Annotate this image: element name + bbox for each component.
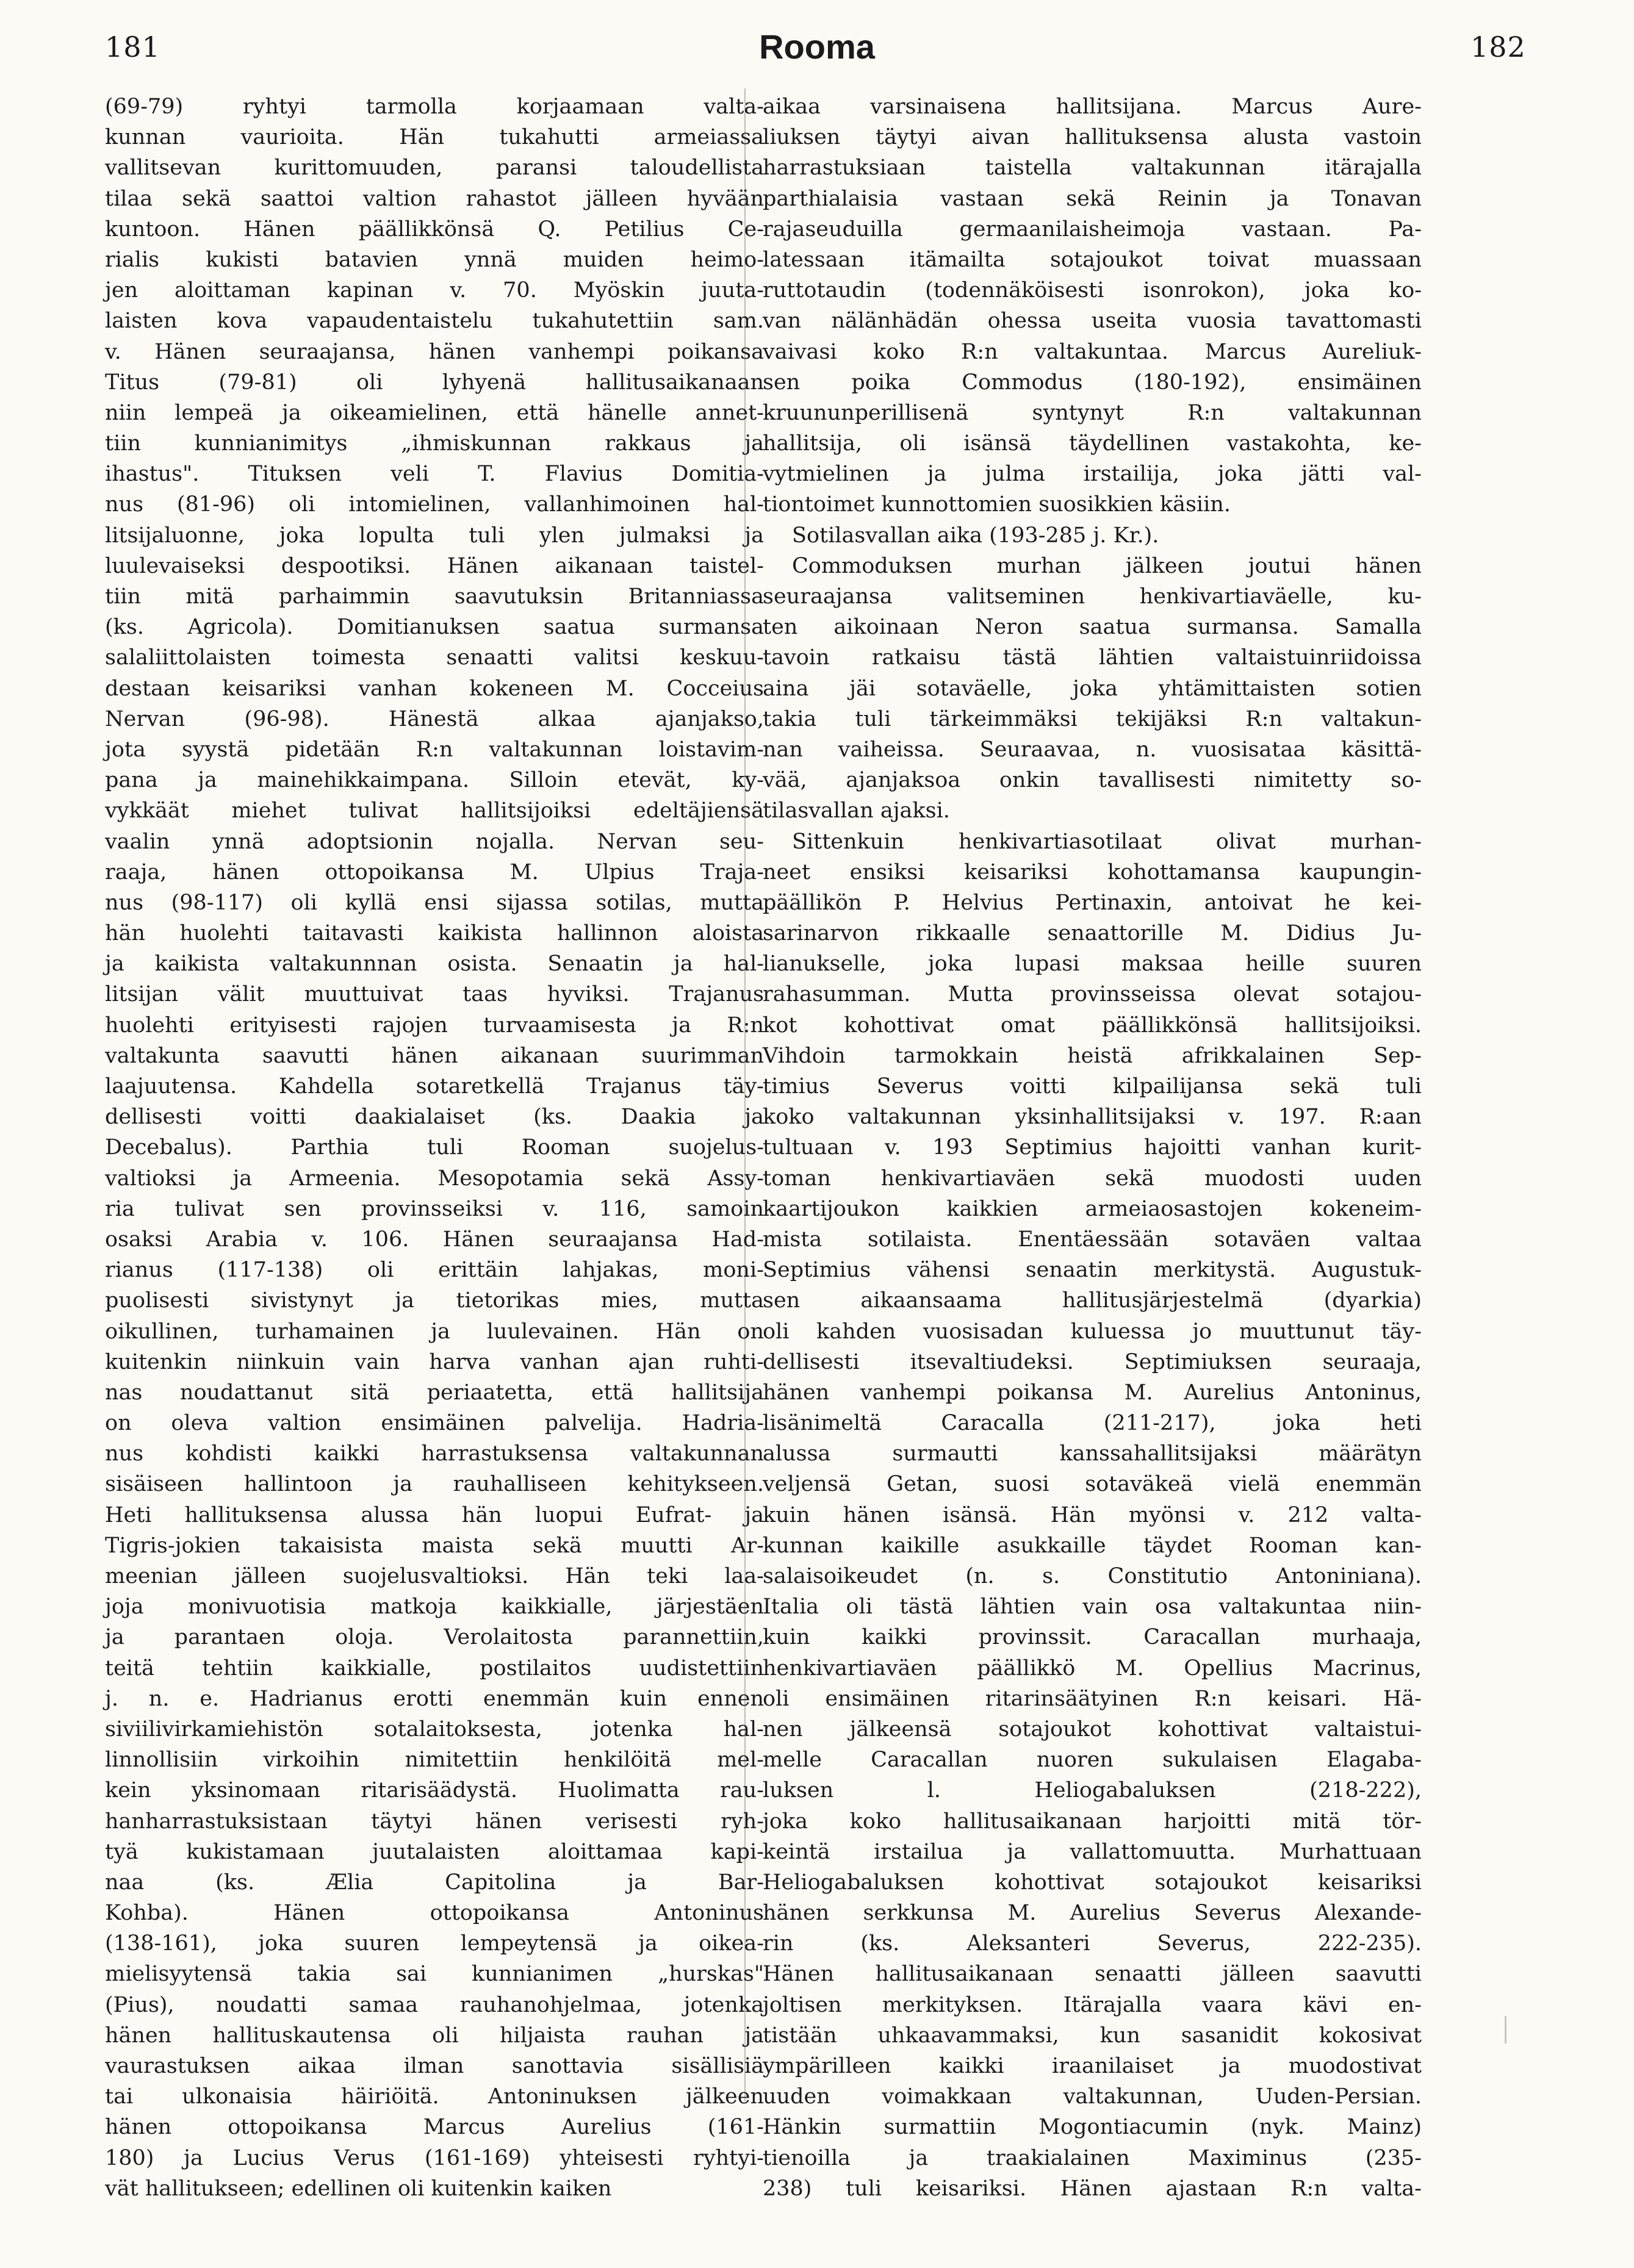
text-line: van nälänhädän ohessa useita vuosia tavattomasti bbox=[763, 309, 1422, 334]
text-line: valtakunta saavutti hänen aikanaan suurimman bbox=[105, 1043, 764, 1068]
page-number-right: 182 bbox=[1470, 31, 1526, 63]
text-line: oikullinen, turhamainen ja luulevainen. Hän on bbox=[105, 1319, 764, 1344]
text-line: ihastus". Tituksen veli T. Flavius Domitia- bbox=[105, 462, 764, 487]
text-line: hallitsija, oli isänsä täydellinen vastakohta, ke- bbox=[763, 431, 1422, 456]
text-line: luulevaiseksi despootiksi. Hänen aikanaan taistel- bbox=[105, 553, 764, 578]
text-line: nas noudattanut sitä periaatetta, että hallitsija bbox=[105, 1380, 764, 1405]
text-line: salaliittolaisten toimesta senaatti valitsi keskuu- bbox=[105, 645, 764, 670]
text-line: Hänkin surmattiin Mogontiacumin (nyk. Mainz) bbox=[763, 2115, 1422, 2140]
text-line: sen poika Commodus (180-192), ensimäinen bbox=[763, 370, 1422, 395]
text-line: ruttotaudin (todennäköisesti isonrokon), joka ko- bbox=[763, 278, 1422, 303]
text-line: kuin hänen isänsä. Hän myönsi v. 212 valta- bbox=[763, 1502, 1422, 1527]
text-line: nus kohdisti kaikki harrastuksensa valtakunnan bbox=[105, 1441, 764, 1466]
text-line: tistään uhkaavammaksi, kun sasanidit kokosivat bbox=[763, 2023, 1422, 2048]
text-line: aikaa varsinaisena hallitsijana. Marcus Aure- bbox=[763, 95, 1422, 119]
text-line: keintä irstailua ja vallattomuutta. Murhattuaan bbox=[763, 1839, 1422, 1864]
text-line: kot kohottivat omat päällikkönsä hallitsijoiksi. bbox=[763, 1013, 1422, 1038]
margin-mark bbox=[1505, 2016, 1506, 2044]
text-line: toman henkivartiaväen sekä muodosti uuden bbox=[763, 1166, 1422, 1191]
text-line: rialis kukisti batavien ynnä muiden heimo- bbox=[105, 247, 764, 272]
text-line: oli kahden vuosisadan kuluessa jo muuttunut täy- bbox=[763, 1319, 1422, 1344]
text-line: tilaa sekä saattoi valtion rahastot jälleen hyvään bbox=[105, 186, 764, 211]
text-line: laajuutensa. Kahdella sotaretkellä Trajanus täy- bbox=[105, 1074, 764, 1099]
text-line: tultuaan v. 193 Septimius hajoitti vanhan kurit- bbox=[763, 1135, 1422, 1160]
text-line: litsijaluonne, joka lopulta tuli ylen julmaksi ja bbox=[105, 523, 764, 548]
page-header bbox=[0, 24, 1634, 92]
text-line: ria tulivat sen provinsseiksi v. 116, samoin bbox=[105, 1196, 764, 1221]
text-line: mielisyytensä takia sai kunnianimen „hurskas" bbox=[105, 1962, 764, 1987]
text-line: vaurastuksen aikaa ilman sanottavia sisällisiä bbox=[105, 2054, 764, 2078]
text-line: vykkäät miehet tulivat hallitsijoiksi edeltäjiensä bbox=[105, 798, 764, 824]
text-line: mista sotilaista. Enentäessään sotaväen valtaa bbox=[763, 1227, 1422, 1252]
text-line: liuksen täytyi aivan hallituksensa alusta vastoin bbox=[763, 125, 1422, 150]
text-line: Sittenkuin henkivartiasotilaat olivat murhan- bbox=[792, 829, 1422, 854]
text-line: j. n. e. Hadrianus erotti enemmän kuin ennen bbox=[105, 1686, 764, 1711]
text-line: kuin kaikki provinssit. Caracallan murhaaja, bbox=[763, 1625, 1422, 1650]
text-line: puolisesti sivistynyt ja tietorikas mies, mutta bbox=[105, 1288, 764, 1313]
text-line: seuraajansa valitseminen henkivartiaväelle, ku- bbox=[763, 584, 1422, 609]
text-line: kuitenkin niinkuin vain harva vanhan ajan ruhti- bbox=[105, 1349, 764, 1374]
text-line: nus (98-117) oli kyllä ensi sijassa sotilas, mutta bbox=[105, 890, 764, 915]
text-line: Septimius vähensi senaatin merkitystä. Augustuk- bbox=[763, 1258, 1422, 1283]
text-line: sisäiseen hallintoon ja rauhalliseen kehitykseen. bbox=[105, 1472, 764, 1497]
text-line: 180) ja Lucius Verus (161-169) yhteisesti ryhtyi- bbox=[105, 2145, 764, 2170]
text-line: rahasumman. Mutta provinsseissa olevat sotajou- bbox=[763, 982, 1422, 1007]
text-line: Decebalus). Parthia tuli Rooman suojelus- bbox=[105, 1135, 764, 1160]
text-line: teitä tehtiin kaikkialle, postilaitos uudistettiin bbox=[105, 1656, 764, 1681]
text-line: harrastuksiaan taistella valtakunnan itärajalla bbox=[763, 156, 1422, 181]
text-line: alussa surmautti kanssahallitsijaksi määrätyn bbox=[763, 1441, 1422, 1466]
text-line: laisten kova vapaudentaistelu tukahutettiin sam. bbox=[105, 309, 764, 334]
text-line: (138-161), joka suuren lempeytensä ja oikea- bbox=[105, 1931, 764, 1956]
text-line: takia tuli tärkeimmäksi tekijäksi R:n valtakun- bbox=[763, 706, 1422, 731]
text-line: uuden voimakkaan valtakunnan, Uuden-Persian. bbox=[763, 2084, 1422, 2109]
text-line: päällikön P. Helvius Pertinaxin, antoivat he kei- bbox=[763, 890, 1422, 915]
text-line: lianukselle, joka lupasi maksaa heille suuren bbox=[763, 952, 1422, 977]
text-line: tiontoimet kunnottomien suosikkien käsiin. bbox=[763, 492, 1231, 517]
text-line: jen aloittaman kapinan v. 70. Myöskin juuta- bbox=[105, 278, 764, 303]
text-line: timius Severus voitti kilpailijansa sekä tuli bbox=[763, 1074, 1422, 1099]
text-line: Tigris-jokien takaisista maista sekä muutti Ar- bbox=[105, 1533, 764, 1558]
text-line: Heliogabaluksen kohottivat sotajoukot keisariksi bbox=[763, 1870, 1422, 1895]
text-line: siviilivirkamiehistön sotalaitoksesta, jotenka hal- bbox=[105, 1717, 764, 1742]
text-line: joja monivuotisia matkoja kaikkialle, järjestäen bbox=[105, 1595, 764, 1620]
text-line: nan vaiheissa. Seuraavaa, n. vuosisataa käsittä- bbox=[763, 737, 1422, 762]
text-line: 238) tuli keisariksi. Hänen ajastaan R:n valta- bbox=[763, 2176, 1422, 2201]
text-line: joltisen merkityksen. Itärajalla vaara kävi en- bbox=[763, 1992, 1422, 2017]
text-line: ten aikoinaan Neron saatua surmansa. Samalla bbox=[763, 615, 1422, 640]
text-line: hanharrastuksistaan täytyi hänen verisesti ryh- bbox=[105, 1809, 764, 1834]
text-line: destaan keisariksi vanhan kokeneen M. Cocceius bbox=[105, 676, 764, 701]
text-line: Hänen hallitusaikanaan senaatti jälleen saavutti bbox=[763, 1962, 1422, 1987]
text-line: linnollisiin virkoihin nimitettiin henkilöitä mel- bbox=[105, 1748, 764, 1773]
text-line: aina jäi sotaväelle, joka yhtämittaisten sotien bbox=[763, 676, 1422, 701]
text-line: vytmielinen ja julma irstailija, joka jätti val- bbox=[763, 462, 1422, 487]
text-line: kruununperillisenä syntynyt R:n valtakunnan bbox=[763, 400, 1422, 425]
text-line: kunnan kaikille asukkaille täydet Rooman kan- bbox=[763, 1533, 1422, 1558]
text-line: salaisoikeudet (n. s. Constitutio Antoniniana). bbox=[763, 1564, 1422, 1588]
text-line: kuntoon. Hänen päällikkönsä Q. Petilius Ce- bbox=[105, 217, 764, 242]
page-number-left: 181 bbox=[105, 31, 160, 63]
text-line: vaivasi koko R:n valtakuntaa. Marcus Aureliuk- bbox=[763, 339, 1422, 364]
text-line: Heti hallituksensa alussa hän luopui Eufrat- ja bbox=[105, 1502, 764, 1527]
text-line: meenian jälleen suojelusvaltioksi. Hän teki laa- bbox=[105, 1564, 764, 1588]
text-line: hänen ottopoikansa Marcus Aurelius (161- bbox=[105, 2115, 764, 2140]
text-line: kaartijoukon kaikkien armeiaosastojen kokeneim- bbox=[763, 1196, 1422, 1221]
text-line: oli ensimäinen ritarinsäätyinen R:n keisari. Hä- bbox=[763, 1686, 1422, 1711]
text-line: vät hallitukseen; edellinen oli kuitenkin kaiken bbox=[105, 2176, 612, 2201]
text-line: nus (81-96) oli intomielinen, vallanhimoinen hal- bbox=[105, 492, 764, 517]
text-line: koko valtakunnan yksinhallitsijaksi v. 197. R:aan bbox=[763, 1105, 1422, 1130]
text-line: melle Caracallan nuoren sukulaisen Elagaba- bbox=[763, 1748, 1422, 1773]
text-line: ympärilleen kaikki iraanilaiset ja muodostivat bbox=[763, 2054, 1422, 2078]
text-line: sarinarvon rikkaalle senaattorille M. Didius Ju- bbox=[763, 921, 1422, 946]
text-line: Commoduksen murhan jälkeen joutui hänen bbox=[792, 553, 1422, 578]
text-line: valtioksi ja Armeenia. Mesopotamia sekä Assy- bbox=[105, 1166, 764, 1191]
text-line: Titus (79-81) oli lyhyenä hallitusaikanaan bbox=[105, 370, 764, 395]
text-line: rianus (117-138) oli erittäin lahjakas, moni- bbox=[105, 1258, 764, 1283]
text-line: neet ensiksi keisariksi kohottamansa kaupungin- bbox=[763, 859, 1422, 885]
text-line: tai ulkonaisia häiriöitä. Antoninuksen jälkeen bbox=[105, 2084, 764, 2109]
text-line: Nervan (96-98). Hänestä alkaa ajanjakso, bbox=[105, 706, 764, 731]
text-line: naa (ks. Ælia Capitolina ja Bar- bbox=[105, 1870, 764, 1895]
text-line: ja parantaen oloja. Verolaitosta parannettiin, bbox=[105, 1625, 764, 1650]
text-line: pana ja mainehikkaimpana. Silloin etevät, ky- bbox=[105, 768, 764, 793]
text-line: lisänimeltä Caracalla (211-217), joka heti bbox=[763, 1411, 1422, 1436]
text-line: (69-79) ryhtyi tarmolla korjaamaan valta- bbox=[105, 95, 764, 119]
text-column-left bbox=[105, 92, 764, 2204]
text-line: tavoin ratkaisu tästä lähtien valtaistuinriidoissa bbox=[763, 645, 1422, 670]
text-line: henkivartiaväen päällikkö M. Opellius Macrinus, bbox=[763, 1656, 1422, 1681]
text-line: hän huolehti taitavasti kaikista hallinnon aloista bbox=[105, 921, 764, 946]
text-line: Sotilasvallan aika (193-285 j. Kr.). bbox=[792, 523, 1159, 548]
text-line: tienoilla ja traakialainen Maximinus (235- bbox=[763, 2145, 1422, 2170]
text-line: hänen hallituskautensa oli hiljaista rauhan ja bbox=[105, 2023, 764, 2048]
text-line: dellisesti voitti daakialaiset (ks. Daakia ja bbox=[105, 1105, 764, 1130]
running-title: Rooma bbox=[759, 27, 875, 66]
text-line: rajaseuduilla germaanilaisheimoja vastaan. Pa- bbox=[763, 217, 1422, 242]
text-line: (ks. Agricola). Domitianuksen saatua surmansa bbox=[105, 615, 764, 640]
text-line: vää, ajanjaksoa onkin tavallisesti nimitetty so- bbox=[763, 768, 1422, 793]
text-line: raaja, hänen ottopoikansa M. Ulpius Traja- bbox=[105, 859, 764, 885]
text-line: sen aikaansaama hallitusjärjestelmä (dyarkia) bbox=[763, 1288, 1422, 1313]
text-line: latessaan itämailta sotajoukot toivat muassaan bbox=[763, 247, 1422, 272]
text-line: vallitsevan kurittomuuden, paransi taloudellista bbox=[105, 156, 764, 181]
text-line: tiin mitä parhaimmin saavutuksin Britanniassa bbox=[105, 584, 764, 609]
text-line: v. Hänen seuraajansa, hänen vanhempi poikansa bbox=[105, 339, 764, 364]
text-line: on oleva valtion ensimäinen palvelija. Hadria- bbox=[105, 1411, 764, 1436]
text-line: ja kaikista valtakunnnan osista. Senaatin ja hal- bbox=[105, 952, 764, 977]
text-line: tilasvallan ajaksi. bbox=[763, 798, 950, 824]
text-line: kunnan vaurioita. Hän tukahutti armeiassa bbox=[105, 125, 764, 150]
text-line: veljensä Getan, suosi sotaväkeä vielä enemmän bbox=[763, 1472, 1422, 1497]
text-line: Vihdoin tarmokkain heistä afrikkalainen Sep- bbox=[763, 1043, 1422, 1068]
text-line: Italia oli tästä lähtien vain osa valtakuntaa niin- bbox=[763, 1595, 1422, 1620]
text-line: hänen serkkunsa M. Aurelius Severus Alexande- bbox=[763, 1901, 1422, 1926]
text-column-right bbox=[763, 92, 1422, 2204]
text-line: huolehti erityisesti rajojen turvaamisesta ja R:n bbox=[105, 1013, 764, 1038]
text-line: litsijan välit muuttuivat taas hyviksi. Trajanus bbox=[105, 982, 764, 1007]
text-line: kein yksinomaan ritarisäädystä. Huolimatta rau- bbox=[105, 1778, 764, 1803]
text-line: Kohba). Hänen ottopoikansa Antoninus bbox=[105, 1901, 764, 1926]
text-line: tiin kunnianimitys „ihmiskunnan rakkaus ja bbox=[105, 431, 764, 456]
text-line: dellisesti itsevaltiudeksi. Septimiuksen seuraaja, bbox=[763, 1349, 1422, 1374]
text-line: joka koko hallitusaikanaan harjoitti mitä tör- bbox=[763, 1809, 1422, 1834]
text-line: (Pius), noudatti samaa rauhanohjelmaa, jotenka bbox=[105, 1992, 764, 2017]
text-line: luksen l. Heliogabaluksen (218-222), bbox=[763, 1778, 1422, 1803]
text-line: tyä kukistamaan juutalaisten aloittamaa kapi- bbox=[105, 1839, 764, 1864]
text-line: parthialaisia vastaan sekä Reinin ja Tonavan bbox=[763, 186, 1422, 211]
text-line: hänen vanhempi poikansa M. Aurelius Antoninus, bbox=[763, 1380, 1422, 1405]
text-line: jota syystä pidetään R:n valtakunnan loistavim- bbox=[105, 737, 764, 762]
text-line: nen jälkeensä sotajoukot kohottivat valtaistui- bbox=[763, 1717, 1422, 1742]
text-line: niin lempeä ja oikeamielinen, että hänelle annet- bbox=[105, 400, 764, 425]
text-line: rin (ks. Aleksanteri Severus, 222-235). bbox=[763, 1931, 1422, 1956]
text-line: vaalin ynnä adoptsionin nojalla. Nervan seu- bbox=[105, 829, 764, 854]
text-line: osaksi Arabia v. 106. Hänen seuraajansa Had- bbox=[105, 1227, 764, 1252]
